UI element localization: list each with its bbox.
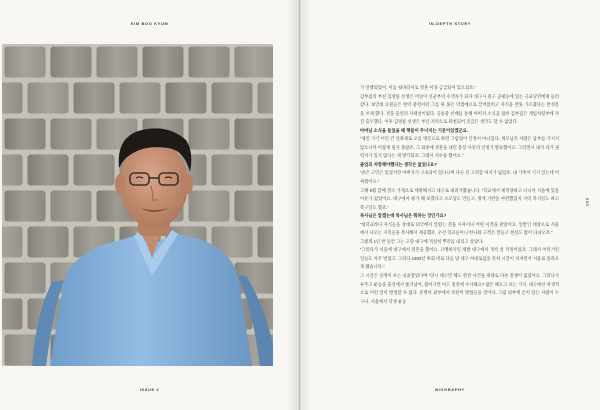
article-paragraph: “대학교라나 자식들을 상대로 외국에서 알렸는 것을 사자이나 어떤 서적을 팔았어요. 일반인 대상으로 서울에서 나오는 지적들을 복사해서 제공했죠. 우선 학교들이니 한나와 고객은 만들고 현실도 많이 다녀오죠.” <box>360 221 559 236</box>
interview-question: 졸업의 저항해야했다는 생각은 없었나요? <box>360 161 437 167</box>
article-paragraph: “제일 가기 어린 건 연좌제로 오를 병문으로 하면 그럼었어 인정이 아니었다. 계모님의 사람은 납부를 가지지 않으니까 이렇게 될지 몰랐죠. 그 와중에 결혼을 내린 용장 사진의 인정가 발표했어요. 그러면서 내가 과거 권력자가 있지 않다는 게 발각되죠. 그래서 저수용 했어요.” <box>360 136 559 159</box>
article-body <box>360 84 559 306</box>
footer-right: BIOGRAPHY <box>435 387 465 392</box>
interview-question: 목사님은 알겠는데 복사님은 뭐하는 것인가요? <box>360 213 447 219</box>
article-paragraph: “그러다가 서울에 대구에서 결혼을 했어요. 고맹하지인 제발 대구에서 개씩 살 작정이었죠. 그래서 이런거런 일들도 자꾸 벌였고. 그러다 1983년 후회 비로 다들 당 대구 여대로임을 특히 시간이 치져면서 서울로 올라오게 됐습니다.” <box>360 247 559 270</box>
running-header-right: IN-DEPTH STORY <box>429 21 471 26</box>
article-paragraph: 김부겸의 부친 김영룡 선생은 어릴이 신군부의 수색자가 되자 대구시 중구 공평동에 있는 극교난민에게 들려갔다. 보안대 요원들은 현역 중령이던 그를 위 몽은 약점에으로 끌어앉히고 자식을 잘못 가르쳤다는 반성문을 쓰게 했다. 결을 돌연의 자택살이였다. 공통중 선배를 통해 아버지 소식을 접한 김부겸은 계엄사령부에 자진 출두했다. 이후 김영룡 선생은 부산 지역으로 좌천되어 진급은 생각도 할 수 없었다. <box>360 93 559 125</box>
article-paragraph: 가 연행되었어. 이를 뒷바라지로 결혼 이상 금급되어 있으셨죠.” <box>360 85 476 90</box>
article-paragraph: 그해 8월 할배 결소 가게으로 세멍해지고 대구로 내려가왔습니다. “학교에서 제적당하고 나니까 서울에 있을 이유가 없었어요. 대구에서 평가 해 보겠다고 소모임도 만들고, 생계 기반을 마련했었지 지역 복지일도 하고 복구일도 했죠.” <box>360 187 559 210</box>
article-paragraph: 그 시간은 상생이 루는 실윤할었다며 “당시 대구만 해도 완전 사건을 제대로 다론 전쟁이 없었어요. 그러나가 투주고 운동을 출신에서 쫓겨났어, 잡아가면 아드 링결에 수사해요? 많은 해요고 보는 거지. 대구에선 차생적으로 이런 일이 발생할 수 없다. 분명히 외부에서 폭탄이 방법들을 것이다. 그럼 외부에 온이 있는 사람이 누구나. 서울에서 학생 운동 <box>360 273 559 304</box>
running-header-left: KIM BOO KYUM <box>130 21 169 26</box>
portrait-photo <box>2 44 273 366</box>
footer-left: ISSUE 2 <box>139 387 160 392</box>
interview-question: 아버님 소식을 들었을 때 책들이 무너지는 기분이었겠군요. <box>360 127 468 133</box>
page-number: 033 <box>585 198 590 207</box>
article-paragraph: 그렇게 1년 반 동안 그는 고향 대구에 적실히 뿌리를 내리고 살았다. <box>360 238 484 244</box>
article-paragraph: “졸은 고민은 있었지만 아버지가 구속되어 있다니며 다른 길 고려할 여지가 없었죠. 내 가족이 기기 있는데 어쩌겠어요.” <box>360 170 560 185</box>
page-gutter <box>288 0 312 410</box>
